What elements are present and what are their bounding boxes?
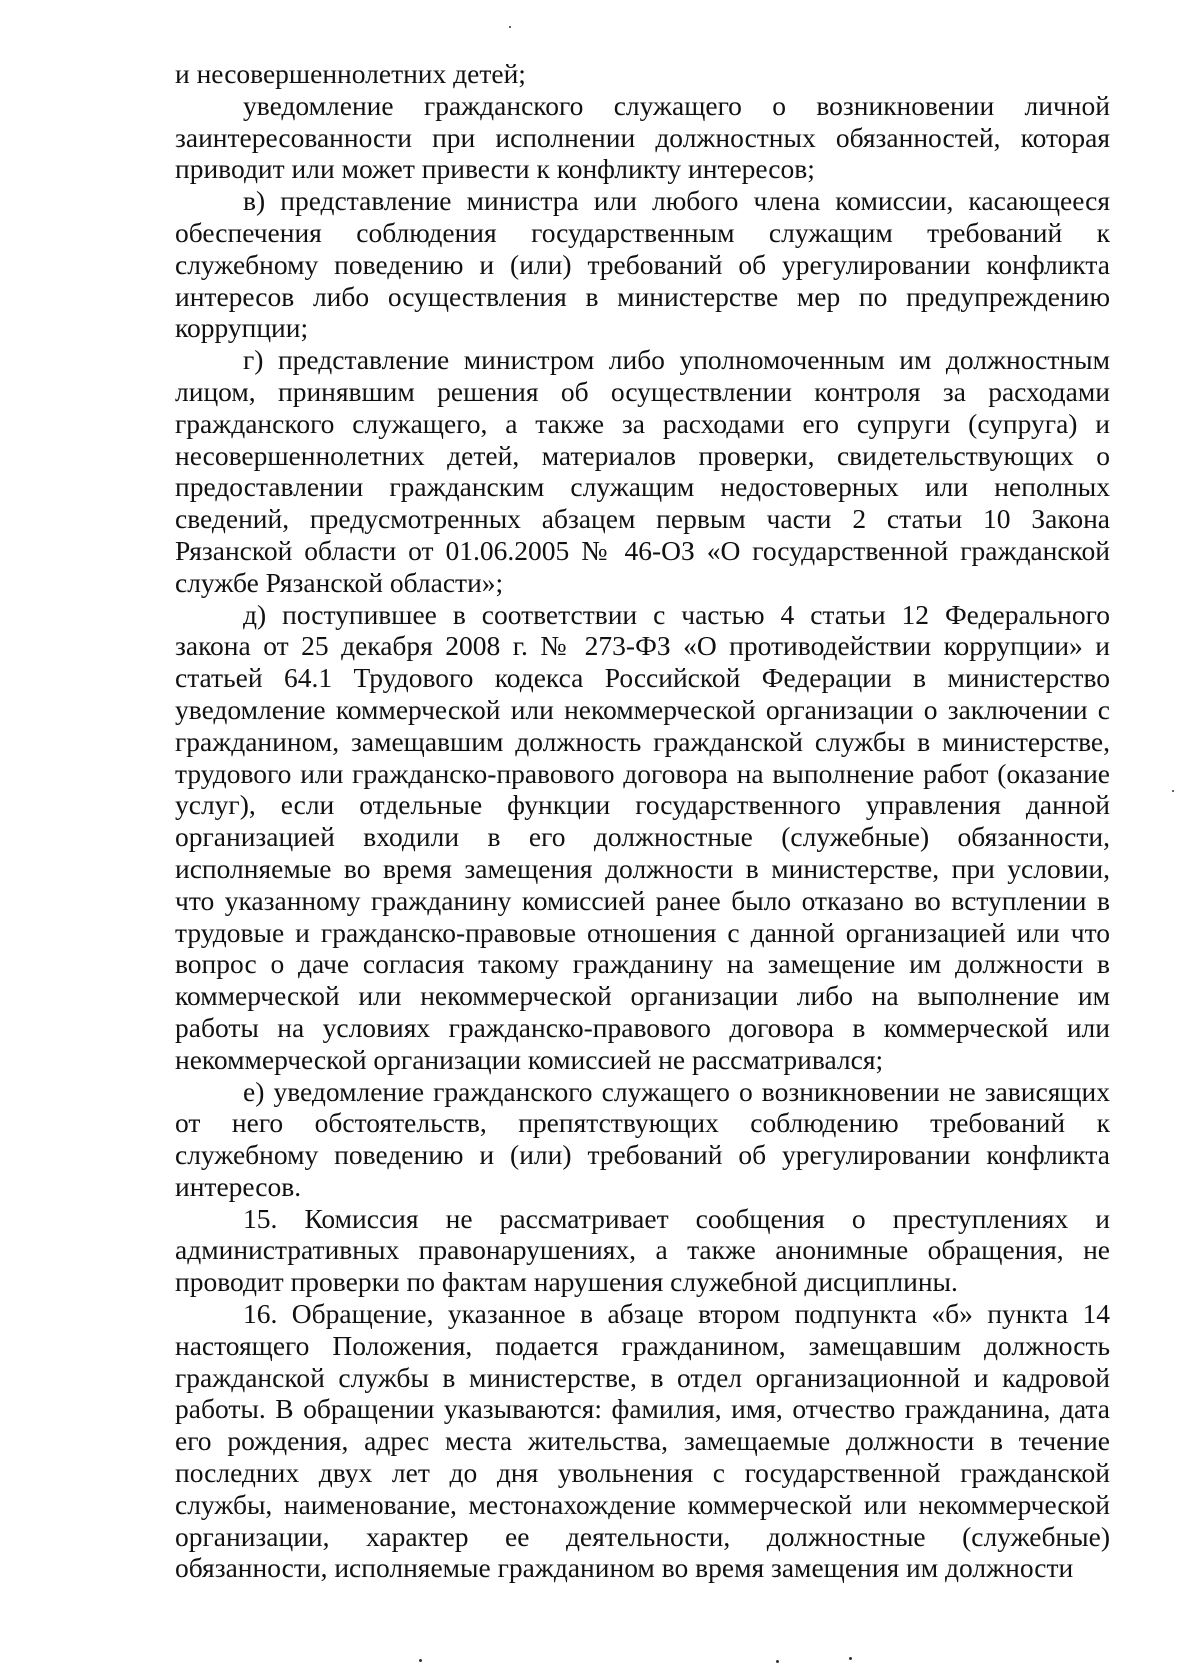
scan-speck [849,1657,852,1660]
document-body [175,58,1110,1584]
scan-speck [509,26,511,28]
paragraph-item-d: д) поступившее в соответствии с частью 4 статьи 12 Федерального закона от 25 декабря 2008 г. № 273-ФЗ «О противодействии коррупции» и статьей 64.1 Трудового кодекса Российской Федерации в министерство уведомление коммерческой или некоммерческой организации о заключении с гражданином, замещавшим должность гражданской службы в министерстве, трудового или гражданско-правового договора на выполнение работ (оказание услуг), если отдельные функции государственного управления данной организацией входили в его должностные (служебные) обязанности, исполняемые во время замещения должности в министерстве, при условии, что указанному гражданину комиссией ранее было отказано во вступлении в трудовые и гражданско-правовые отношения с данной организацией или что вопрос о даче согласия такому гражданину на замещение им должности в коммерческой или некоммерческой организации либо на выполнение им работы на условиях гражданско-правового договора в коммерческой или некоммерческой организации комиссией не рассматривался; [175,598,1110,1075]
paragraph-item-g: г) представление министром либо уполномоченным им должностным лицом, принявшим решения об осуществлении контроля за расходами гражданского служащего, а также за расходами его супруги (супруга) и несовершеннолетних детей, материалов проверки, свидетельствующих о предоставлении гражданским служащим недостоверных или неполных сведений, предусмотренных абзацем первым части 2 статьи 10 Закона Рязанской области от 01.06.2005 № 46-ОЗ «О государственной гражданской службе Рязанской области»; [175,344,1110,598]
paragraph-item-v: в) представление министра или любого члена комиссии, касающееся обеспечения соблюдения государственным служащим требований к служебному поведению и (или) требований об урегулировании конфликта интересов либо осуществления в министерстве мер по предупреждению коррупции; [175,185,1110,344]
paragraph-continuation: и несовершеннолетних детей; [175,58,526,89]
scan-speck [419,1659,422,1662]
paragraph-clause-16: 16. Обращение, указанное в абзаце втором подпункта «б» пункта 14 настоящего Положения, подается гражданином, замещавшим должность гражданской службы в министерстве, в отдел организационной и кадровой работы. В обращении указываются: фамилия, имя, отчество гражданина, дата его рождения, адрес места жительства, замещаемые должности в течение последних двух лет до дня увольнения с государственной гражданской службы, наименование, местонахождение коммерческой или некоммерческой организации, характер ее деятельности, должностные (служебные) обязанности, исполняемые гражданином во время замещения им должности [175,1298,1110,1584]
paragraph-item-e: е) уведомление гражданского служащего о возникновении не зависящих от него обстоятельств, препятствующих соблюдению требований к служебному поведению и (или) требований об урегулировании конфликта интересов. [175,1075,1110,1202]
paragraph-notice-personal-interest: уведомление гражданского служащего о возникновении личной заинтересованности при исполнении должностных обязанностей, которая приводит или может привести к конфликту интересов; [175,89,1110,185]
paragraph-clause-15: 15. Комиссия не рассматривает сообщения о преступлениях и административных правонарушениях, а также анонимные обращения, не проводит проверки по фактам нарушения служебной дисциплины. [175,1202,1110,1298]
scan-speck [1172,790,1174,792]
scan-speck [776,1660,779,1663]
